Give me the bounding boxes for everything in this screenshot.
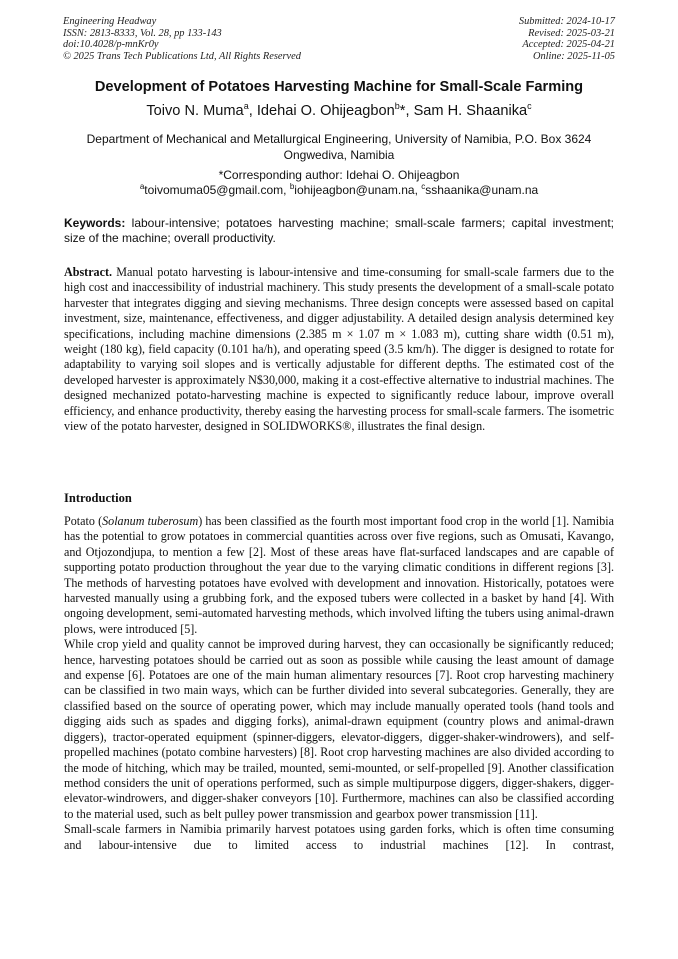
- accepted-date: Accepted: 2025-04-21: [522, 39, 615, 51]
- corresponding-author: *Corresponding author: Idehai O. Ohijeagbon: [218, 168, 460, 182]
- keywords: [64, 216, 614, 246]
- author-separator: ,: [248, 103, 257, 119]
- abstract-label: Abstract.: [64, 265, 113, 279]
- author-name: Toivo N. Muma: [146, 103, 244, 119]
- email-separator: ,: [283, 183, 290, 197]
- email-mark: b: [289, 182, 295, 191]
- corresponding-info: [64, 168, 614, 198]
- email-list: [64, 183, 614, 198]
- abstract: [64, 265, 614, 434]
- species-name: Solanum tuberosum: [102, 514, 199, 528]
- paragraph-text: Potato (: [64, 514, 103, 528]
- author-separator: *,: [399, 103, 414, 119]
- affiliation: [64, 131, 614, 163]
- header-left: [63, 16, 301, 62]
- author-affiliation-mark: c: [527, 101, 532, 112]
- paragraph: [64, 514, 614, 637]
- email-mark: c: [421, 182, 426, 191]
- author-name: Sam H. Shaanika: [413, 103, 528, 119]
- author-affiliation-mark: a: [243, 101, 249, 112]
- author-email[interactable]: iohijeagbon@unam.na: [294, 183, 415, 197]
- author-name: Idehai O. Ohijeagbon: [256, 103, 395, 119]
- email-mark: a: [139, 182, 145, 191]
- author-email[interactable]: toivomuma05@gmail.com: [144, 183, 284, 197]
- author-list: [0, 103, 678, 119]
- introduction-body: [64, 514, 614, 853]
- issn-volume: ISSN: 2813-8333, Vol. 28, pp 133-143: [63, 27, 222, 39]
- author-affiliation-mark: b: [394, 101, 400, 112]
- keywords-text: labour-intensive; potatoes harvesting machine; small-scale farmers; capital investment; size of the machine; overall productivity.: [64, 216, 614, 245]
- doi-link[interactable]: doi:10.4028/p-mnKr0y: [63, 39, 159, 51]
- affiliation-line: Ongwediva, Namibia: [283, 148, 395, 162]
- author-email[interactable]: sshaanika@unam.na: [425, 183, 539, 197]
- paragraph: Small-scale farmers in Namibia primarily harvest potatoes using garden forks, which is often time consuming and labour-intensive due to limited access to industrial machines [12]. In contrast,: [64, 822, 614, 852]
- paragraph-text: ) has been classified as the fourth most important food crop in the world [1]. Namibia has the potential to grow potatoes in commercial quantities across over five regions, such as Omusati, Kavango, and Otjozondjupa, to mention a few [2]. Most of these areas have flat-surfaced landscapes and are capable of supporting potato production throughout the year due to the varying climatic conditions in different regions [3]. The methods of harvesting potatoes have evolved with development and innovation. Historically, potatoes were harvested manually using a grubbing fork, and the exposed tubers were collected in a basket by hand [4]. With ongoing development, semi-automated harvesting methods, which involved lifting the tubers using animal-drawn plows, were introduced [5].: [64, 514, 614, 636]
- section-heading-introduction: Introduction: [64, 491, 132, 505]
- online-date: Online: 2025-11-05: [532, 50, 615, 62]
- header-right: [519, 16, 615, 62]
- abstract-text: Manual potato harvesting is labour-intensive and time-consuming for small-scale farmers due to the high cost and inaccessibility of industrial machinery. This study presents the development of a small-scale potato harvester that integrates digging and sieving mechanisms. Three design concepts were assessed based on capital investment, size, maintenance, effectiveness, and digger adjustability. A detailed design analysis determined key specifications, including machine dimensions (2.385 m × 1.07 m × 1.083 m), cutting share width (0.51 m), weight (180 kg), field capacity (0.101 ha/h), and operating speed (3.5 km/h). The digger is designed to rotate for adaptability to varying soil slopes and is vertically adjustable for different depths. The estimated cost of the developed harvester is approximately N$30,000, making it a cost-effective alternative to industrial machines. The designed mechanized potato-harvesting machine is expected to significantly reduce labour, improve overall efficiency, and enhance productivity, thereby easing the harvesting process for small-scale farmers. The isometric view of the potato harvester, designed in SOLIDWORKS®, illustrates the final design.: [64, 265, 614, 434]
- journal-name: Engineering Headway: [63, 16, 157, 27]
- affiliation-line: Department of Mechanical and Metallurgical Engineering, University of Namibia, P.O. Box 3624: [86, 132, 592, 146]
- copyright-notice: © 2025 Trans Tech Publications Ltd, All Rights Reserved: [63, 50, 301, 62]
- keywords-label: Keywords:: [64, 216, 126, 230]
- paragraph: While crop yield and quality cannot be improved during harvest, they can occasionally be significantly reduced; hence, harvesting potatoes should be carried out as soon as possible while causing the least amount of damage and expense [6]. Potatoes are one of the main human alimentary resources [7]. Root crop harvesting machinery can be classified in two main ways, which can be further divided into several subcategories. Generally, they are classified based on the source of operating power, which may include manually operated tools (hand tools and digging aids such as spades and digging forks), animal-drawn equipment (country plows and animal-drawn diggers), tractor-operated equipment (spinner-diggers, elevator-diggers, digger-shaker-windrowers), and self-propelled machines (potato combine harvesters) [8]. Root crop harvesting machines are also divided according to the mode of hitching, which may be trailed, mounted, semi-mounted, or self-propelled [9]. Another classification method considers the unit of operations performed, such as simple multipurpose diggers, digger-shakers, digger-elevator-windrowers, and digger-shaker conveyors [10]. Furthermore, machines can also be classified according to the material used, such as belt pulley power transmission and gearbox power transmission [11].: [64, 637, 614, 821]
- paper-title: Development of Potatoes Harvesting Machine for Small-Scale Farming: [94, 79, 584, 95]
- email-separator: ,: [414, 183, 422, 197]
- revised-date: Revised: 2025-03-21: [528, 27, 615, 39]
- submitted-date: Submitted: 2024-10-17: [518, 16, 615, 27]
